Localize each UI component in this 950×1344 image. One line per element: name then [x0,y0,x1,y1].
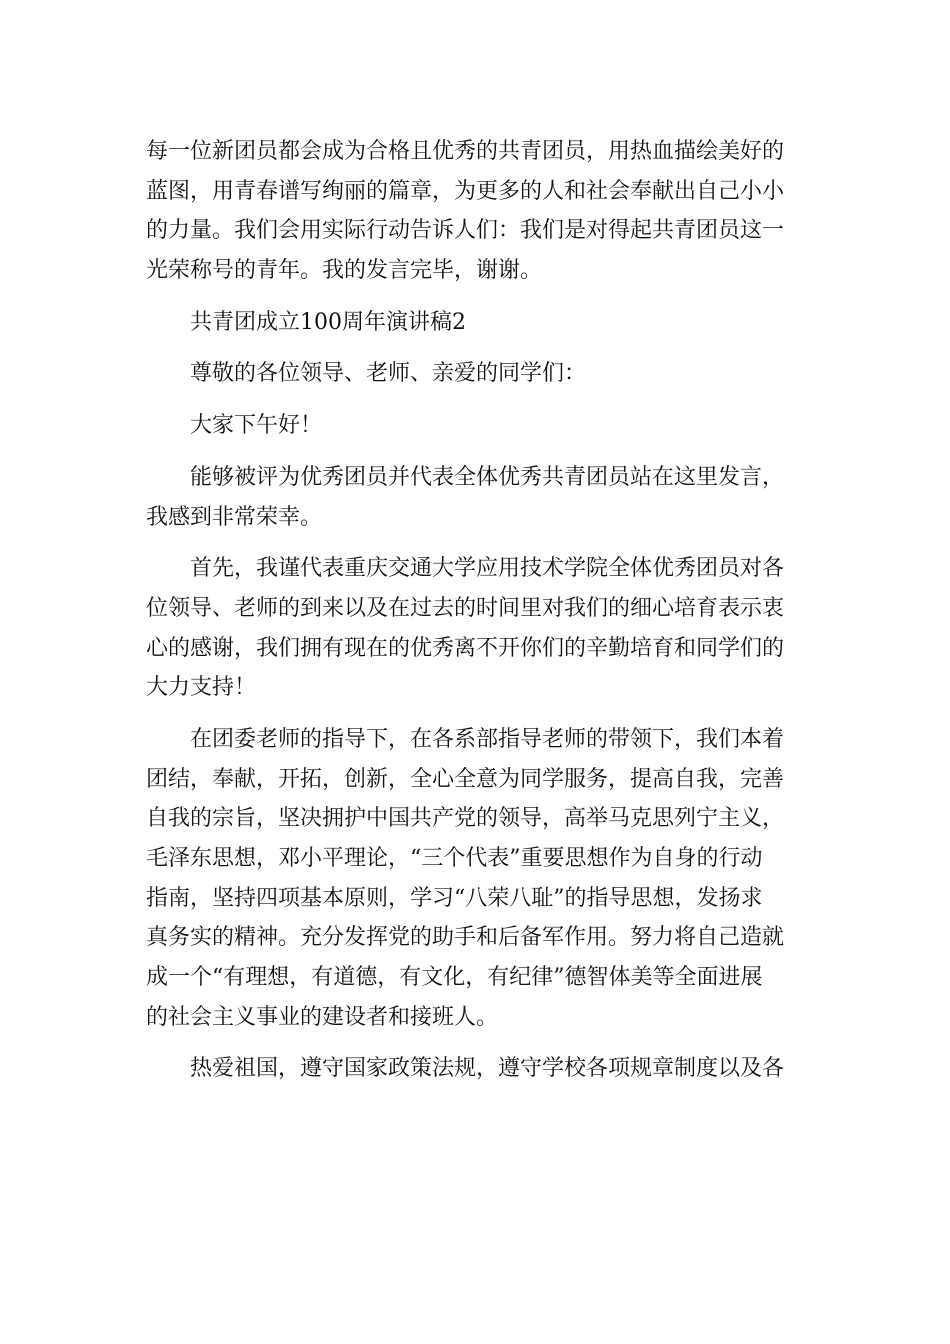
text-line: 心的感谢，我们拥有现在的优秀离不开你们的辛勤培育和同学们的 [146,635,785,661]
paragraph-gap [146,537,810,549]
text-line: 的社会主义事业的建设者和接班人。 [146,1004,499,1030]
text-line: 团结，奉献，开拓，创新，全心全意为同学服务，提高自我，完善 [146,766,785,792]
paragraph-gap [146,394,810,406]
paragraph [146,354,810,394]
text-line: 热爱祖国，遵守国家政策法规，遵守学校各项规章制度以及各 [190,1056,785,1082]
text-line: 大家下午好！ [190,413,323,439]
text-line: 能够被评为优秀团员并代表全体优秀共青团员站在这里发言， [190,464,785,490]
paragraph-gap [146,446,810,458]
text-line: 在团委老师的指导下，在各系部指导老师的带领下，我们本着 [190,726,785,752]
paragraph-gap [146,342,810,354]
paragraph-gap [146,291,810,303]
paragraph [146,720,810,1038]
text-line: 蓝图，用青春谱写绚丽的篇章，为更多的人和社会奉献出自己小小 [146,178,785,204]
paragraph [146,549,810,708]
text-line: 毛泽东思想，邓小平理论，“三个代表”重要思想作为自身的行动 [146,846,763,871]
text-line: 的力量。我们会用实际行动告诉人们：我们是对得起共青团员这一 [146,218,785,244]
text-line: 成一个“有理想，有道德，有文化，有纪律”德智体美等全面进展 [146,965,763,991]
text-line: 每一位新团员都会成为合格且优秀的共青团员，用热血描绘美好的 [146,139,785,164]
text-line: 自我的宗旨，坚决拥护中国共产党的领导，高举马克思列宁主义， [146,806,785,832]
text-line: 尊敬的各位领导、老师、亲爱的同学们： [190,361,587,387]
paragraph [146,132,810,291]
text-line: 指南，坚持四项基本原则，学习“八荣八耻”的指导思想，发扬求 [146,885,763,911]
text-line: 位领导、老师的到来以及在过去的时间里对我们的细心培育表示衷 [146,595,785,621]
paragraph [146,458,810,537]
text-line: 大力支持！ [146,675,257,701]
text-line: 真务实的精神。充分发挥党的助手和后备军作用。努力将自己造就 [146,925,785,951]
paragraph-gap [146,708,810,720]
paragraph [146,1049,810,1089]
text-line: 光荣称号的青年。我的发言完毕，谢谢。 [146,258,543,284]
document-body [146,132,810,1089]
text-line: 首先，我谨代表重庆交通大学应用技术学院全体优秀团员对各 [190,556,785,582]
paragraph-gap [146,1037,810,1049]
text-line: 我感到非常荣幸。 [146,504,323,530]
paragraph [146,303,810,343]
text-line: 共青团成立100周年演讲稿2 [190,309,466,335]
paragraph [146,406,810,446]
